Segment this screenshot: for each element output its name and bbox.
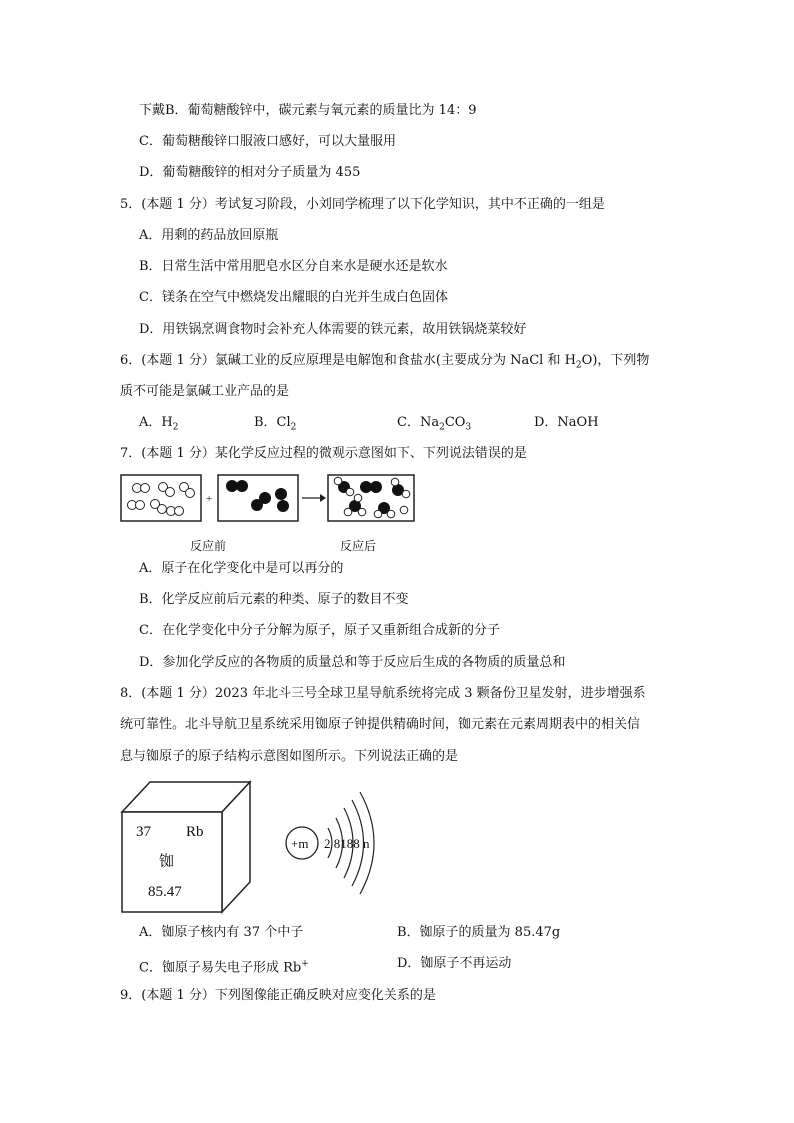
q7-reaction-diagram [118, 472, 418, 524]
q8-option-b: B．铷原子的质量为 85.47g [397, 925, 561, 940]
q5-option-d: D．用铁锅烹调食物时会补充人体需要的铁元素，故用铁锅烧菜较好 [139, 322, 527, 337]
rubidium-atom-structure [282, 788, 394, 898]
q6-option-a: A．$H_2$ [139, 415, 179, 433]
q4-option-c: C．葡萄糖酸锌口服液口感好，可以大量服用 [139, 134, 396, 149]
element-name: 铷 [159, 854, 175, 870]
shell-electron-counts: 2 8188 n [324, 836, 370, 851]
q8-option-c: C．铷原子易失电子形成 Rb+ [139, 959, 309, 976]
q7-option-a: A．原子在化学变化中是可以再分的 [139, 561, 344, 576]
reactant-box-1 [121, 475, 201, 521]
q5-option-a: A．用剩的药品放回原瓶 [139, 228, 279, 243]
q5-option-c: C．镁条在空气中燃烧发出耀眼的白光并生成白色固体 [139, 290, 448, 305]
after-reaction-label: 反应后 [340, 539, 377, 553]
q6-option-c: C．$Na_2CO_3$ [397, 415, 472, 433]
atomic-mass: 85.47 [148, 884, 182, 900]
q6-stem-line1: 6．(本题 1 分）氯碱工业的反应原理是电解饱和食盐水(主要成分为 NaCl 和 $H_2O$)，下列物 [120, 353, 650, 371]
rubidium-element-card [118, 776, 258, 916]
q6-option-b: B．$Cl_2$ [254, 415, 297, 433]
q6-option-d: D．NaOH [534, 415, 599, 430]
reaction-arrow [302, 494, 326, 502]
q8-stem-line2: 统可靠性。北斗导航卫星系统采用铷原子钟提供精确时间，铷元素在元素周期表中的相关信 [120, 717, 641, 732]
q8-option-d: D．铷原子不再运动 [397, 956, 512, 971]
q7-option-d: D．参加化学反应的各物质的质量总和等于反应后生成的各物质的质量总和 [139, 655, 566, 670]
plus-sign: + [206, 493, 213, 505]
q4-option-d: D．葡萄糖酸锌的相对分子质量为 455 [139, 165, 361, 180]
q8-stem-line1: 8．(本题 1 分）2023 年北斗三号全球卫星导航系统将完成 3 颗备份卫星发射，进步增强系 [120, 686, 646, 701]
q6-stem-line2: 质不可能是氯碱工业产品的是 [120, 384, 290, 399]
before-reaction-label: 反应前 [190, 539, 227, 553]
q9-stem: 9．(本题 1 分）下列图像能正确反映对应变化关系的是 [120, 988, 436, 1003]
q5-stem: 5．(本题 1 分）考试复习阶段，小刘同学梳理了以下化学知识，其中不正确的一组是 [120, 197, 605, 212]
q8-stem-line3: 息与铷原子的原子结构示意图如图所示。下列说法正确的是 [120, 749, 459, 764]
nucleus-charge: +m [291, 836, 309, 851]
q7-option-c: C．在化学变化中分子分解为原子，原子又重新组合成新的分子 [139, 623, 500, 638]
q4-option-b: 下戴B．葡萄糖酸锌中，碳元素与氧元素的质量比为 14：9 [139, 103, 477, 118]
q8-option-a: A．铷原子核内有 37 个中子 [139, 925, 304, 940]
q5-option-b: B．日常生活中常用肥皂水区分自来水是硬水还是软水 [139, 259, 448, 274]
element-symbol: Rb [186, 824, 204, 840]
atomic-number: 37 [136, 824, 151, 840]
q7-option-b: B．化学反应前后元素的种类、原子的数目不变 [139, 592, 409, 607]
q7-stem: 7．(本题 1 分）某化学反应过程的微观示意图如下、下列说法错误的是 [120, 446, 527, 461]
